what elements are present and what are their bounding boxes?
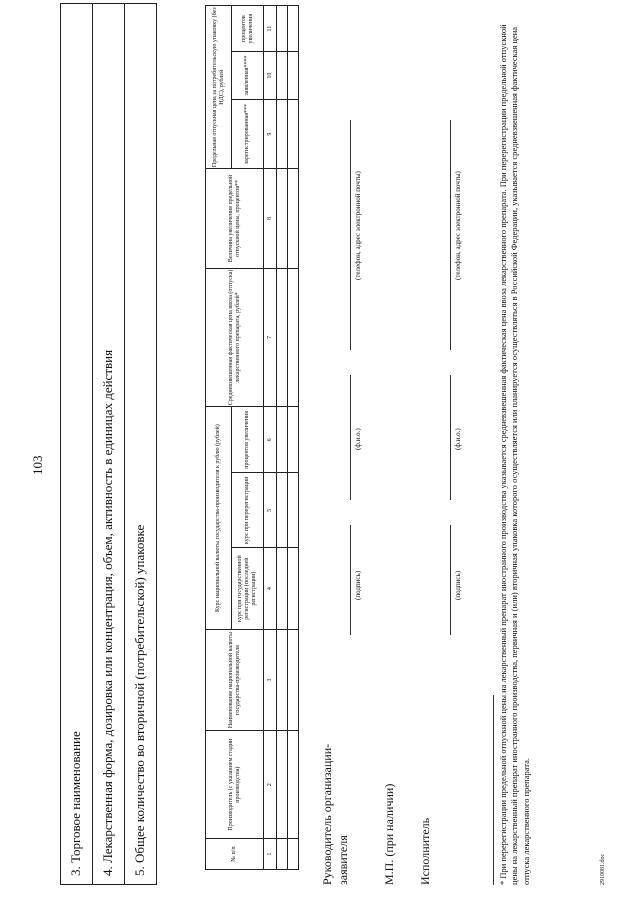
head-signature-hint: (подпись) xyxy=(354,570,362,600)
header-rate-registration: курс при государственной регистрации (последней регистрации) xyxy=(232,548,264,630)
col-number: 4 xyxy=(264,548,277,630)
header-no: № п/п xyxy=(206,839,264,870)
page-number: 103 xyxy=(30,455,45,475)
head-label-line1: Руководитель организации- xyxy=(320,743,334,885)
header-producer: Производитель (с указанием стадии производства) xyxy=(206,731,264,839)
executor-label: Исполнитель xyxy=(418,817,432,885)
table-row xyxy=(288,6,299,870)
footnote-text: * При перерегистрации предельной отпускной цены на лекарственный препарат иностранного производства указывается средневзвешенная фактическая цена ввоза лекарственного препарата. При перерегистрации предельной отпускной цены на лекарственный препарат иностранного производства, первичная и (или) вторичная упаковка которого осуществляется или планируется осуществляться в Российской Федерации, указывается средневзвешенная фактическая цена отпуска лекарственного препарата. xyxy=(498,24,531,885)
trade-name-label: 3. Торговое наименование xyxy=(68,731,83,876)
executor-phone-hint: (телефон, адрес электронной почты) xyxy=(454,171,462,280)
col-number: 11 xyxy=(264,6,277,52)
col-number: 5 xyxy=(264,473,277,548)
head-name-hint: (ф.и.о.) xyxy=(354,428,362,450)
col-number: 6 xyxy=(264,407,277,473)
head-name-line xyxy=(350,375,351,500)
column-number-row xyxy=(264,6,277,870)
price-table xyxy=(205,5,299,870)
table-row xyxy=(277,6,288,870)
col-number: 8 xyxy=(264,169,277,268)
header-limit-price-group: Предельная отпускная цена за потребительскую упаковку (без НДС), рублей xyxy=(206,6,232,169)
executor-name-line xyxy=(450,375,451,500)
col-number: 3 xyxy=(264,629,277,730)
header-limit-declared: заявленная**** xyxy=(232,52,264,99)
head-label-line2: заявителя xyxy=(336,835,350,885)
head-phone-hint: (телефон, адрес электронной почты) xyxy=(354,171,362,280)
form-row-trade-name xyxy=(61,4,92,884)
header-limit-registered: зарегистрированная*** xyxy=(232,99,264,169)
executor-signature-hint: (подпись) xyxy=(454,570,462,600)
header-rate-percent: процентов увеличения xyxy=(232,407,264,473)
dosage-form-label: 4. Лекарственная форма, дозировка или концентрация, объем, активность в единицах действия xyxy=(100,349,115,876)
col-number: 1 xyxy=(264,839,277,870)
executor-signature-line xyxy=(450,525,451,635)
executor-phone-line xyxy=(450,120,451,350)
header-currency-name: Наименование национальной валюты государства-производителя xyxy=(206,629,264,730)
header-limit-percent: процентов увеличения xyxy=(232,6,264,52)
executor-name-hint: (ф.и.о.) xyxy=(454,428,462,450)
stamp-label: М.П. (при наличии) xyxy=(382,783,396,885)
form-row-dosage-form xyxy=(92,4,124,884)
col-number: 2 xyxy=(264,731,277,839)
header-rate-group: Курс национальной валюты государства-производителя к рублю (рублей) xyxy=(206,407,232,630)
col-number: 7 xyxy=(264,268,277,407)
document-id: 2910081.doc xyxy=(600,853,606,885)
header-average-price: Средневзвешенная фактическая цена ввоза (отпуска) лекарственного препарата, рублей* xyxy=(206,268,264,407)
header-increase: Величина увеличения предельной отпускной цены, процентов** xyxy=(206,169,264,268)
head-signature-line xyxy=(350,525,351,635)
head-phone-line xyxy=(350,120,351,350)
package-quantity-label: 5. Общее количество во вторичной (потребительской) упаковке xyxy=(132,524,147,876)
footnote-separator xyxy=(493,695,494,885)
col-number: 9 xyxy=(264,99,277,169)
col-number: 10 xyxy=(264,52,277,99)
product-info-box xyxy=(60,3,157,885)
form-row-package-quantity xyxy=(124,4,156,884)
header-rate-reregistration: курс при перерегистрации xyxy=(232,473,264,548)
